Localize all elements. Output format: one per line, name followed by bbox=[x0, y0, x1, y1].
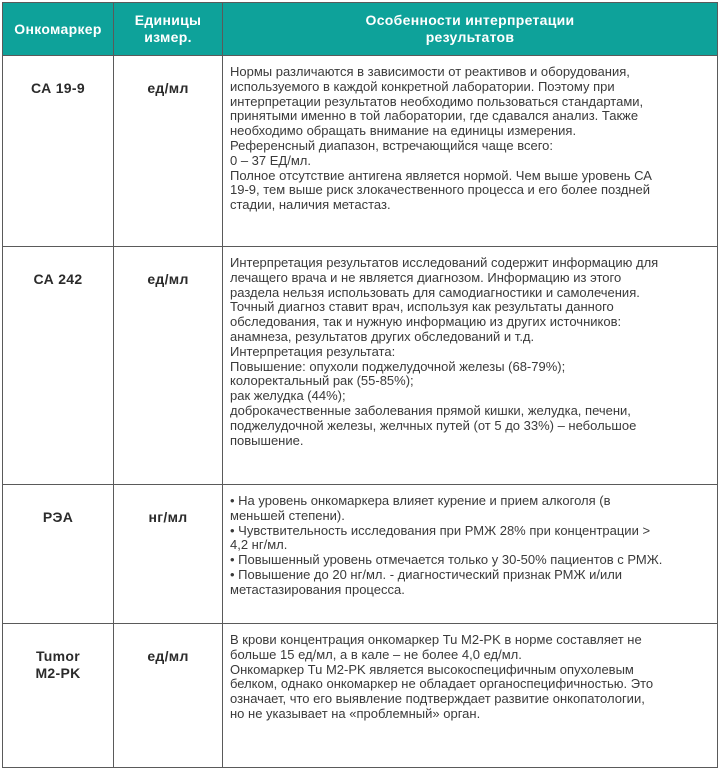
marker-name bbox=[3, 485, 114, 624]
text-line: Точный диагноз ставит врач, используя как результаты данного bbox=[230, 299, 614, 315]
table-row-ca242 bbox=[3, 247, 718, 485]
text-line: Интерпретация результата: bbox=[230, 343, 396, 359]
text-line: анамнеза, результатов других обследований и т.д. bbox=[230, 328, 535, 344]
text-line: 19-9, тем выше риск злокачественного процесса и его более поздней bbox=[230, 182, 651, 198]
text-line: необходимо обращать внимание на единицы измерения. bbox=[230, 123, 577, 139]
text-line: интерпретации результатов необходимо пользоваться стандартами, bbox=[230, 93, 644, 109]
text-line: Единицы bbox=[134, 12, 202, 28]
text-line: Повышение: опухоли поджелудочной железы (68-79%); bbox=[230, 358, 566, 374]
marker-name bbox=[3, 247, 114, 485]
text-line: Интерпретация результатов исследований содержит информацию для bbox=[230, 255, 659, 270]
marker-unit bbox=[114, 56, 223, 247]
text-line: • Повышенный уровень отмечается только у 30-50% пациентов с РМЖ. bbox=[230, 552, 663, 568]
text-line: результатов bbox=[425, 29, 515, 45]
text-line: белком, однако онкомаркер не обладает органоспецифичностью. Это bbox=[230, 676, 654, 692]
text-line: Онкомаркер bbox=[14, 20, 102, 37]
marker-unit bbox=[114, 485, 223, 624]
marker-name bbox=[3, 56, 114, 247]
text-line: поджелудочной железы, желчных путей (от 5 до 33%) – небольшое bbox=[230, 417, 637, 433]
text-line: ед/мл bbox=[147, 271, 189, 287]
text-line: Полное отсутствие антигена является нормой. Чем выше уровень СА bbox=[230, 167, 652, 183]
text-line: Нормы различаются в зависимости от реактивов и оборудования, bbox=[230, 64, 630, 79]
marker-interpretation bbox=[223, 624, 718, 768]
text-line: Онкомаркер Tu M2-PK является высокоспецифичным опухолевым bbox=[230, 661, 634, 677]
text-line: принятыми именно в той лаборатории, где сдавался анализ. Также bbox=[230, 108, 639, 124]
oncomarker-table bbox=[2, 2, 718, 768]
marker-name bbox=[3, 624, 114, 768]
text-line: но не указывает на «проблемный» орган. bbox=[230, 705, 481, 721]
header-interpretation bbox=[223, 3, 718, 56]
text-line: измер. bbox=[144, 29, 192, 45]
text-line: ед/мл bbox=[147, 80, 189, 96]
table-header bbox=[3, 3, 718, 56]
header-units bbox=[114, 3, 223, 56]
text-line: рак желудка (44%); bbox=[230, 388, 346, 404]
text-line: РЭА bbox=[42, 509, 74, 525]
text-line: колоректальный рак (55-85%); bbox=[230, 373, 414, 389]
marker-unit bbox=[114, 247, 223, 485]
text-line: лечащего врача и не является диагнозом. Информацию из этого bbox=[230, 269, 622, 285]
text-line: • Чувствительность исследования при РМЖ 28% при концентрации > bbox=[230, 522, 651, 538]
text-line: нг/мл bbox=[148, 509, 188, 525]
text-line: стадии, наличия метастаз. bbox=[230, 197, 391, 213]
text-line: больше 15 ед/мл, а в кале – не более 4,0 ед/мл. bbox=[230, 646, 522, 662]
text-line: M2-PK bbox=[35, 665, 81, 681]
marker-interpretation bbox=[223, 247, 718, 485]
text-line: СА 19-9 bbox=[31, 80, 85, 96]
table-row-tumor-m2-pk bbox=[3, 624, 718, 768]
text-line: доброкачественные заболевания прямой кишки, желудка, печени, bbox=[230, 402, 631, 418]
text-line: Tumor bbox=[35, 648, 80, 664]
marker-interpretation bbox=[223, 56, 718, 247]
header-oncomarker bbox=[3, 3, 114, 56]
text-line: ед/мл bbox=[147, 648, 189, 664]
text-line: 0 – 37 ЕД/мл. bbox=[230, 152, 311, 168]
text-line: раздела нельзя использовать для самодиагностики и самолечения. bbox=[230, 284, 640, 300]
text-line: меньшей степени). bbox=[230, 507, 345, 523]
text-line: означает, что его выявление подтверждает развитие онкопатологии, bbox=[230, 691, 645, 707]
text-line: используемого в каждой конкретной лаборатории. Поэтому при bbox=[230, 78, 615, 94]
text-line: • На уровень онкомаркера влияет курение и прием алкоголя (в bbox=[230, 493, 611, 508]
text-line: 4,2 нг/мл. bbox=[230, 537, 288, 553]
text-line: повышение. bbox=[230, 432, 304, 448]
table-row-ca19-9 bbox=[3, 56, 718, 247]
text-line: В крови концентрация онкомаркер Tu M2-PK в норме составляет не bbox=[230, 632, 642, 647]
text-line: метастазирования процесса. bbox=[230, 581, 405, 597]
table-row-rea bbox=[3, 485, 718, 624]
marker-unit bbox=[114, 624, 223, 768]
text-line: СА 242 bbox=[33, 271, 83, 287]
text-line: Особенности интерпретации bbox=[365, 12, 575, 28]
text-line: обследования, так и нужную информацию из других источников: bbox=[230, 314, 622, 330]
text-line: • Повышение до 20 нг/мл. - диагностический признак РМЖ и/или bbox=[230, 566, 623, 582]
text-line: Референсный диапазон, встречающийся чаще всего: bbox=[230, 137, 553, 153]
marker-interpretation bbox=[223, 485, 718, 624]
